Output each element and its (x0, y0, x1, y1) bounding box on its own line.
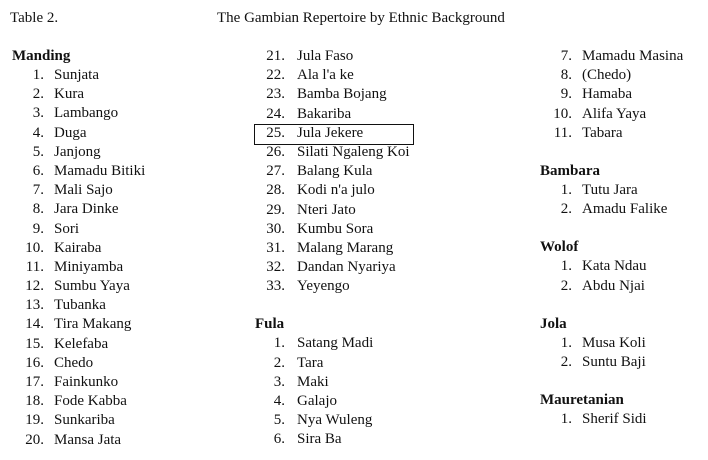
item-number: 13. (25, 297, 44, 314)
list-item (255, 430, 525, 449)
item-number: 21. (266, 48, 285, 64)
group-jola (540, 315, 705, 372)
list-item (540, 66, 705, 85)
item-name: Galajo (297, 393, 337, 409)
list-item-highlighted (255, 124, 525, 143)
list-item (540, 85, 705, 104)
item-number: 24. (266, 105, 285, 122)
list-item (255, 181, 525, 200)
item-number: 10. (553, 105, 572, 122)
item-name: Malang Marang (297, 239, 394, 256)
item-number: 11. (553, 124, 572, 141)
list-item (255, 47, 525, 66)
list-item (255, 334, 525, 353)
item-name: Nteri Jato (297, 201, 356, 218)
item-name: Mansa Jata (54, 431, 122, 448)
item-number: 29. (266, 201, 285, 218)
list-item (255, 373, 525, 392)
list-item (12, 124, 242, 143)
item-name: Duga (54, 124, 87, 141)
item-name: Tubanka (54, 297, 106, 314)
item-name: Kumbu Sora (297, 220, 374, 237)
item-number: 17. (25, 374, 44, 390)
table-title: The Gambian Repertoire by Ethnic Background (217, 10, 505, 26)
item-name: Musa Koli (582, 334, 646, 351)
item-number: 4. (32, 124, 44, 141)
list-item (255, 277, 525, 296)
group-wolof (540, 238, 705, 295)
table-number: Table 2. (10, 10, 59, 26)
item-name: Balang Kula (297, 163, 373, 180)
item-number: 7. (560, 48, 572, 64)
item-name: Satang Madi (297, 335, 374, 352)
item-name: Hamaba (582, 86, 632, 103)
item-name: (Chedo) (582, 67, 632, 84)
list-item (255, 411, 525, 430)
column-2 (255, 47, 525, 450)
item-number: 1. (273, 335, 285, 352)
list-item (540, 257, 705, 276)
list-item (12, 296, 242, 315)
item-name: Sira Ba (297, 431, 342, 448)
item-number: 8. (32, 201, 44, 218)
group-manding-continued (255, 47, 525, 296)
list-item (12, 392, 242, 411)
item-number: 5. (32, 143, 44, 160)
list-item (12, 411, 242, 430)
list-item (255, 66, 525, 85)
group-bambara (540, 162, 705, 219)
item-name: Tira Makang (54, 316, 132, 333)
list-item (12, 200, 242, 219)
column-1 (12, 47, 242, 450)
item-name: Amadu Falike (582, 201, 668, 218)
list-item (12, 258, 242, 277)
item-name: Kodi n'a julo (297, 182, 375, 199)
list-item (12, 66, 242, 85)
item-name: Silati Ngaleng Koi (297, 143, 410, 160)
item-name: Miniyamba (54, 258, 124, 275)
item-name: Yeyengo (297, 278, 350, 295)
group-heading-mauretanian: Mauretanian (540, 392, 624, 409)
item-number: 20. (25, 431, 44, 448)
item-number: 9. (560, 86, 572, 103)
list-item (540, 277, 705, 296)
item-number: 2. (560, 353, 572, 370)
item-name: Jara Dinke (54, 201, 119, 218)
item-name: Kelefaba (54, 335, 109, 352)
list-item (540, 124, 705, 143)
item-number: 1. (560, 181, 572, 198)
item-number: 4. (273, 393, 285, 409)
item-name: Jula Faso (297, 48, 354, 64)
item-name: Fainkunko (54, 374, 119, 390)
item-number: 14. (25, 316, 44, 333)
item-name: Sunkariba (54, 412, 115, 429)
item-number: 19. (25, 412, 44, 429)
item-name: Sherif Sidi (582, 411, 647, 428)
list-item (12, 239, 242, 258)
item-number: 16. (25, 354, 44, 371)
item-number: 2. (32, 86, 44, 103)
list-item (12, 162, 242, 181)
item-name: Kura (54, 86, 84, 103)
item-number: 3. (32, 105, 44, 122)
list-item (255, 162, 525, 181)
list-item (255, 143, 525, 162)
item-number: 22. (266, 67, 285, 84)
item-name: Alifa Yaya (582, 105, 647, 122)
list-item (12, 354, 242, 373)
item-name: Sumbu Yaya (54, 278, 130, 295)
item-name: Abdu Njai (582, 277, 645, 294)
item-number: 18. (25, 393, 44, 410)
item-name: Suntu Baji (582, 353, 646, 370)
group-fula-continued (540, 47, 705, 143)
item-number: 32. (266, 259, 285, 276)
item-name: Maki (297, 373, 329, 390)
item-number: 25. (266, 124, 285, 141)
list-item (12, 335, 242, 354)
item-name: Nya Wuleng (297, 412, 373, 429)
item-number: 2. (560, 277, 572, 294)
list-item (12, 181, 242, 200)
list-item (255, 258, 525, 277)
item-number: 1. (560, 258, 572, 275)
list-item (12, 277, 242, 296)
item-number: 7. (32, 182, 44, 199)
item-name: Kairaba (54, 239, 102, 256)
item-name: Fode Kabba (54, 393, 127, 410)
item-name: Sori (54, 220, 80, 237)
list-item (12, 104, 242, 123)
list-item (255, 354, 525, 373)
list-item (540, 353, 705, 372)
item-number: 12. (25, 278, 44, 295)
item-number: 9. (32, 220, 44, 237)
item-name: Bakariba (297, 105, 352, 122)
list-item (255, 105, 525, 124)
group-heading-jola: Jola (540, 315, 567, 332)
item-name: Ala l'a ke (297, 67, 354, 84)
list-item (255, 239, 525, 258)
item-number: 3. (273, 373, 285, 390)
list-item (255, 201, 525, 220)
item-number: 31. (266, 239, 285, 256)
group-fula (255, 315, 525, 449)
list-item (12, 143, 242, 162)
item-number: 6. (32, 162, 44, 179)
group-heading-manding: Manding (12, 48, 71, 64)
item-number: 6. (273, 431, 285, 448)
item-name: Mali Sajo (54, 182, 113, 199)
item-number: 28. (266, 182, 285, 199)
item-name: Tara (297, 354, 324, 371)
group-manding (12, 47, 242, 450)
item-name: Tabara (582, 124, 623, 141)
item-name: Tutu Jara (582, 181, 638, 198)
item-number: 1. (560, 411, 572, 428)
group-mauretanian (540, 391, 705, 429)
item-name: Jula Jekere (297, 124, 364, 141)
item-number: 2. (273, 354, 285, 371)
list-item (12, 220, 242, 239)
item-name: Mamadu Bitiki (54, 162, 146, 179)
item-number: 2. (560, 201, 572, 218)
list-item (12, 315, 242, 334)
group-heading-wolof: Wolof (540, 239, 579, 256)
list-item (12, 85, 242, 104)
item-name: Lambango (54, 105, 119, 122)
item-number: 1. (560, 334, 572, 351)
group-heading-fula: Fula (255, 316, 285, 333)
list-item (540, 334, 705, 353)
item-name: Chedo (54, 354, 94, 371)
item-number: 30. (266, 220, 285, 237)
column-3 (540, 47, 705, 429)
list-item (540, 410, 705, 429)
item-name: Mamadu Masina (582, 48, 684, 64)
item-name: Dandan Nyariya (297, 259, 396, 276)
list-item (12, 431, 242, 450)
item-name: Janjong (54, 143, 101, 160)
item-number: 8. (560, 67, 572, 84)
list-item (540, 105, 705, 124)
list-item (540, 47, 705, 66)
item-number: 33. (266, 278, 285, 295)
item-number: 11. (25, 258, 44, 275)
item-number: 5. (273, 412, 285, 429)
list-item (540, 200, 705, 219)
list-item (255, 392, 525, 411)
item-name: Kata Ndau (582, 258, 647, 275)
list-item (255, 85, 525, 104)
list-item (540, 181, 705, 200)
item-name: Bamba Bojang (297, 86, 387, 103)
list-item (12, 373, 242, 392)
item-number: 15. (25, 335, 44, 352)
item-number: 27. (266, 163, 285, 180)
group-heading-bambara: Bambara (540, 162, 600, 179)
item-number: 26. (266, 143, 285, 160)
item-number: 10. (25, 239, 44, 256)
item-number: 23. (266, 86, 285, 103)
list-item (255, 220, 525, 239)
item-number: 1. (32, 67, 44, 83)
item-name: Sunjata (54, 67, 99, 83)
